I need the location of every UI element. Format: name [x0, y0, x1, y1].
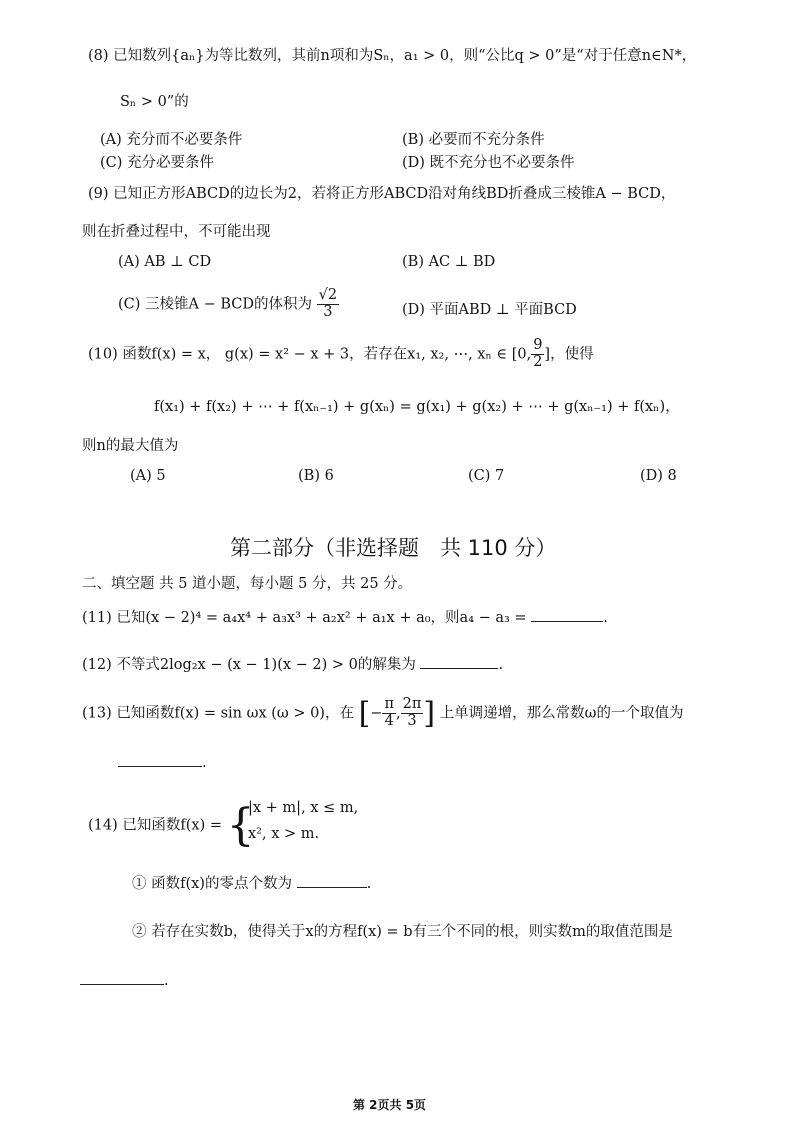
q13-answer-line — [118, 752, 207, 771]
q13-stem: (13) 已知函数f(x) = sin ωx (ω > 0)，在 [− $\frac{\pi}{4}$ , $\frac{2\pi}{3}$ ] 上单调递增，那么常数ω的一个取值为 — [82, 696, 684, 731]
q14-sub2: ② 若存在实数b，使得关于x的方程f(x) = b有三个不同的根，则实数m的取值范围是 — [132, 924, 673, 940]
q13-answer-blank[interactable] — [118, 752, 202, 767]
q10-stem-prefix: (10) 函数f(x) = x， g(x) = x² − x + 3，若存在x₁, x₂, ⋯, xₙ ∈ [0, — [88, 346, 532, 363]
q10-interval-fraction — [531, 338, 544, 371]
q13-upper-denominator: 3 — [407, 713, 417, 729]
q8-option-c: (C) 充分必要条件 — [100, 155, 215, 171]
q11-end: . — [603, 610, 608, 626]
q12-text: (12) 不等式2log₂x − (x − 1)(x − 2) > 0的解集为 — [82, 657, 416, 673]
q9-option-c-text: (C) 三棱锥A − BCD的体积为 — [118, 296, 313, 313]
q9-option-c-fraction — [317, 288, 339, 321]
q9-option-c-numerator: √2 — [318, 287, 338, 303]
q10-stem-suffix: ]，使得 — [544, 346, 594, 363]
part2-subtitle: 二、填空题 共 5 道小题，每小题 5 分，共 25 分。 — [82, 576, 413, 592]
q14-sub2-end: . — [164, 973, 169, 989]
q14-stem — [88, 800, 255, 851]
q14-sub1-text: ① 函数f(x)的零点个数为 — [132, 876, 292, 892]
q10-stem-line1 — [88, 338, 594, 371]
q10-option-d: (D) 8 — [640, 468, 677, 484]
q13-upper-numerator: 2π — [402, 696, 422, 713]
q14-case-2: x², x > m. — [248, 826, 320, 842]
page-footer: 第 2页共 5页 — [353, 1098, 427, 1112]
q13-prefix: (13) 已知函数f(x) = sin ωx (ω > 0)，在 — [82, 705, 354, 722]
q8-option-d: (D) 既不充分也不必要条件 — [402, 155, 575, 171]
q9-stem-line1: (9) 已知正方形ABCD的边长为2，若将正方形ABCD沿对角线BD折叠成三棱锥A − BCD， — [88, 186, 676, 202]
q13-upper-bound — [401, 697, 424, 730]
q13-lower-numerator: π — [384, 696, 394, 713]
q14-sub2-answer-blank[interactable] — [80, 970, 164, 985]
q12-answer-blank[interactable] — [420, 654, 498, 669]
q14-sub2-answer-line — [80, 970, 169, 989]
q13-lower-bound — [382, 697, 396, 730]
q13-neg-sign: − — [370, 705, 383, 722]
q8-option-a: (A) 充分而不必要条件 — [100, 132, 243, 148]
q11-answer-blank[interactable] — [531, 607, 603, 622]
q14-sub1-answer-blank[interactable] — [297, 873, 367, 888]
q13-left-bracket: [ — [358, 696, 371, 731]
q14-sub1-end: . — [366, 876, 372, 892]
q14-brace: { — [226, 800, 255, 851]
q9-option-a: (A) AB ⊥ CD — [118, 254, 212, 270]
q8-stem-line2: Sₙ > 0”的 — [120, 94, 189, 110]
q10-fraction-denominator: 2 — [533, 353, 543, 370]
q8-stem-line1: (8) 已知数列{aₙ}为等比数列，其前n项和为Sₙ，a₁ > 0，则“公比q > 0”是“对于任意n∈N*， — [88, 48, 697, 64]
q10-stem-line3: 则n的最大值为 — [82, 438, 179, 454]
q10-option-a: (A) 5 — [130, 468, 166, 484]
q10-equation: f(x₁) + f(x₂) + ⋯ + f(xₙ₋₁) + g(xₙ) = g(x₁) + g(x₂) + ⋯ + g(xₙ₋₁) + f(xₙ)， — [154, 399, 680, 415]
q12-end: . — [498, 657, 504, 673]
q10-option-c: (C) 7 — [468, 468, 505, 484]
q11-text: (11) 已知(x − 2)⁴ = a₄x⁴ + a₃x³ + a₂x² + a₁x + a₀，则a₄ − a₃ = — [82, 610, 527, 626]
q9-stem-line2: 则在折叠过程中，不可能出现 — [82, 224, 271, 240]
q12-stem — [82, 653, 503, 674]
q8-option-b: (B) 必要而不充分条件 — [402, 132, 545, 148]
q14-sub1 — [132, 872, 371, 893]
q13-lower-denominator: 4 — [384, 713, 394, 729]
q9-option-c — [118, 288, 339, 321]
q9-option-c-denominator: 3 — [323, 303, 333, 320]
q14-case-1: |x + m|, x ≤ m, — [248, 800, 359, 816]
q13-right-bracket: ] — [423, 696, 436, 731]
part2-title: 第二部分（非选择题 共 110 分） — [230, 536, 557, 560]
q10-option-b: (B) 6 — [298, 468, 334, 484]
q10-fraction-numerator: 9 — [533, 337, 543, 353]
q13-suffix: 上单调递增，那么常数ω的一个取值为 — [439, 705, 684, 722]
q14-prefix: (14) 已知函数f(x) = — [88, 817, 222, 834]
q11-stem — [82, 606, 608, 627]
q9-option-d: (D) 平面ABD ⊥ 平面BCD — [402, 302, 577, 318]
q13-end: . — [202, 755, 207, 771]
q9-option-b: (B) AC ⊥ BD — [402, 254, 496, 270]
